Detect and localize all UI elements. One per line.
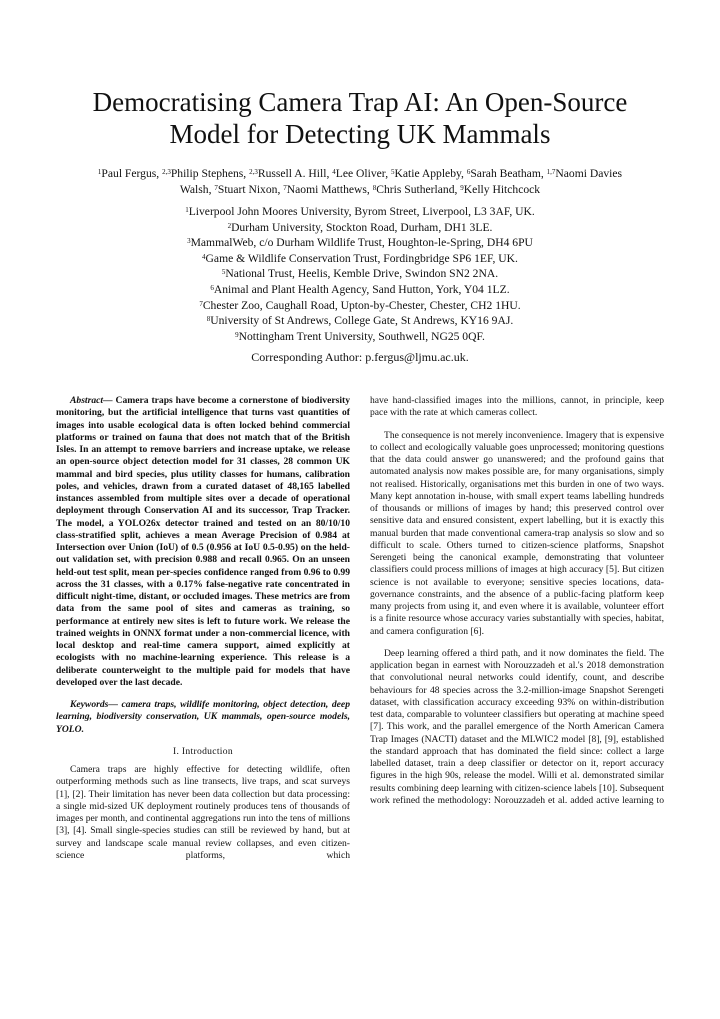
author-name: Naomi Davies [555,167,623,180]
keywords-text: camera traps, wildlife monitoring, object detection, deep learning, biodiversity conservation, UK mammals, open-source models, YOLO. [56,699,350,735]
abstract [56,395,350,689]
paragraph: Deep learning offered a third path, and it now dominates the field. The application began in earnest with Norouzzadeh et al.'s 2018 demonstration that convolutional neural networks could identify, count, and describe behaviours for 48 species across the 3.2-million-image Snapshot Serengeti dataset, with classification accuracy exceeding 93% on within-distribution test data, comparable to volunteer classifiers but operating at machine speed [7]. This work, and the parallel emergence of the North American Camera Trap Images (NACTI) dataset and the MLWIC2 model [8], [9], established the standard approach that has dominated the field since: collect a large labelled dataset, train a deep classifier or detector on it, report accuracy figures in the high 90s, release the model. Willi et al. demonstrated similar results combining deep learning with citizen-science labels [10]. Subsequent work refined the methodology: Norouzzadeh et al. added active learning to [370,647,664,806]
title-line-1: Democratising Camera Trap AI: An Open-Source [92,87,628,117]
author-sup: 7 [283,183,287,192]
affiliation: $^3$MammalWeb, c/o Durham Wildlife Trust, Houghton-le-Spring, DH4 6PU [187,236,533,250]
author-sup: 6 [466,168,471,176]
author-sup: 2,3 [249,168,258,176]
affiliation: $^2$Durham University, Stockton Road, Durham, DH1 3LE. [227,220,493,234]
corresponding-author: Corresponding Author: p.fergus@ljmu.ac.uk. [251,350,469,364]
right-column [370,395,664,807]
author-name: Paul Fergus, [101,167,163,180]
author-sup: 7 [214,183,218,192]
author-list [44,166,676,197]
author-sup: 8 [372,183,377,192]
affiliation-list [44,204,676,344]
author-name: Lee Oliver, [335,167,391,180]
author-name: Stuart Nixon, [217,182,284,196]
author-line-2 [44,182,676,198]
affiliation: $^9$Nottingham Trent University, Southwell, NG25 0QF. [235,329,485,343]
author-sup: 2,3 [162,168,171,176]
author-name: Russell A. Hill, [257,167,333,180]
author-sup: 1 [97,168,102,176]
paper-title [40,86,680,150]
paragraph-continued: have hand-classified images into the millions, cannot, in principle, keep pace with the rate at which cameras collect. [370,395,664,419]
author-line-1 [44,166,676,182]
author-sup: 1,7 [546,168,556,176]
affiliation: $^1$Liverpool John Moores University, Byrom Street, Liverpool, L3 3AF, UK. [185,205,535,218]
paragraph: The consequence is not merely inconvenience. Imagery that is expensive to collect and ecologically valuable goes unprocessed; monitoring questions that the data could answer go unanswered; and the profound gains that automated analysis now makes possible are, for many organisations, simply not realised. Historically, organisations met this burden in one of two ways. Many kept annotation in-house, with small expert teams labelling hundreds of thousands or millions of images by hand; this preserved control over sensitive data and ensured consistent, expert labelling, but it is exactly this manual burden that made conventional camera-trap analysis so slow and so difficult to scale. Others turned to citizen-science platforms, Snapshot Serengeti being the canonical example, demonstrating that volunteer classifiers could process millions of images at high accuracy [5]. But citizen science is not available to everyone; sensitive species locations, data-governance constraints, and the absence of a public-facing platform keep many projects from using it, and even where it is available, volunteer effort is a finite resource whose accuracy varies substantially with species, habitat, and camera configuration [6]. [370,429,664,637]
author-name: Kelly Hitchcock [463,182,541,196]
author-sup: 4 [332,168,336,176]
author-name: Chris Sutherland, [376,182,461,196]
section-heading: I. Introduction [173,745,233,757]
abstract-text: Camera traps have become a cornerstone of biodiversity monitoring, but the artificial intelligence that turns vast quantities of images into usable ecological data is often locked behind commercial platforms or trained on fauna that does not match that of the British Isles. In an attempt to remove barriers and increase uptake, we release an open-source object detection model for 31 classes, 28 common UK mammal and bird species, plus utility classes for humans, calibration poles, and vehicles, drawn from a curated dataset of 48,165 labelled instances assembled from multiple sites over a decade of operational deployment through Conservation AI and its successor, Trap Tracker. The model, a YOLO26x detector trained and tested on an 80/10/10 class-stratified split, achieves a mean Average Precision of 0.984 at Intersection over Union (IoU) of 0.5 (0.956 at IoU 0.5-0.95) on the held-out validation set, with precision 0.988 and recall 0.965. On an unseen held-out test split, mean per-species confidence ranged from 0.96 to 0.99 across the 31 classes, with a 0.17% false-negative rate concentrated in difficult night-time, distant, or occluded images. These metrics are from data from the same pool of sites and cameras as training, so performance at entirely new sites is left to future work. We release the trained weights in ONNX format under a non-commercial licence, with local desktop and real-time camera support, aimed explicitly at ecologists with no machine-learning experience. This release is a deliberate counterweight to the multiple paid for models that have developed over the last decade. [56,395,350,688]
affiliation: $^7$Chester Zoo, Caughall Road, Upton-by-Chester, Chester, CH2 1HU. [199,298,521,312]
affiliation: $^4$Game & Wildlife Conservation Trust, Fordingbridge SP6 1EF, UK. [202,251,518,265]
author-name: Katie Appleby, [394,167,467,180]
author-name: Philip Stephens, [170,167,250,180]
affiliation: $^5$National Trust, Heelis, Kemble Drive, Swindon SN2 2NA. [221,267,499,281]
left-column [56,395,350,862]
affiliation: $^8$University of St Andrews, College Gate, St Andrews, KY16 9AJ. [206,314,514,328]
author-sup: 5 [391,168,395,176]
author-name: Walsh, [179,182,215,196]
affiliation: $^6$Animal and Plant Health Agency, Sand Hutton, York, Y04 1LZ. [210,282,510,296]
title-line-2: Model for Detecting UK Mammals [169,119,551,149]
keywords [56,699,350,736]
abstract-label: Abstract— [70,395,113,406]
keywords-label: Keywords— [70,699,118,710]
author-sup: 9 [460,183,464,192]
author-name: Naomi Matthews, [286,182,373,196]
author-name: Sarah Beatham, [470,167,547,180]
intro-paragraph: Camera traps are highly effective for detecting wildlife, often outperforming methods such as line transects, live traps, and scat surveys [1], [2]. Their limitation has never been data collection but data processing: a single mid-sized UK deployment routinely produces tens of thousands of images per month, and continental aggregations run into the tens of millions [3], [4]. Small single-species studies can still be reviewed by hand, but at survey and landscape scale manual review collapses, and even citizen-science platforms, which [56,764,350,861]
